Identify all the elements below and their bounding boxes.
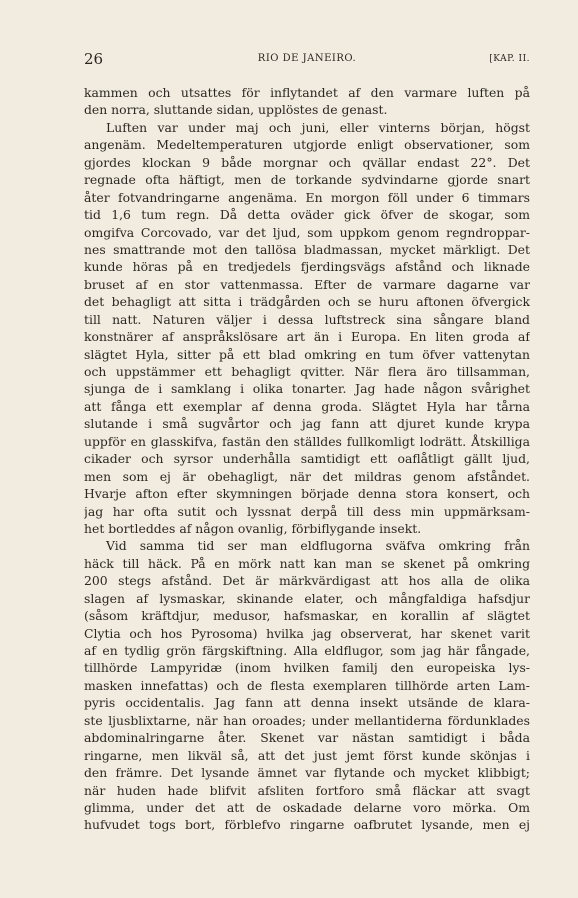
page-number: 26: [84, 50, 104, 68]
text-line: tid 1,6 tum regn. Då detta oväder gick öfver de skogar, som: [84, 207, 530, 223]
text-line: Clytia och hos Pyrosoma) hvilka jag observerat, har skenet varit: [84, 625, 530, 641]
text-line: regnade ofta häftigt, men de torkande sydvindarne gjorde snart: [84, 172, 530, 188]
text-line: tillhörde Lampyridæ (inom hvilken familj den europeiska lys-: [84, 660, 530, 676]
text-line: det behagligt att sitta i trädgården och se huru aftonen öfvergick: [84, 294, 530, 310]
text-line: glimma, under det att de oskadade delarne voro mörka. Om: [84, 799, 530, 815]
text-line: ringarne, men likväl så, att det just jemt först kunde skönjas i: [84, 747, 530, 763]
text-line: åter fotvandringarne angenäma. En morgon föll under 6 timmars: [84, 189, 530, 205]
text-line: omgifva Corcovado, var det ljud, som uppkom genom regndroppar-: [84, 224, 530, 240]
text-line: bruset af en stor vattenmassa. Efter de varmare dagarne var: [84, 276, 530, 292]
text-line: 200 stegs afstånd. Det är märkvärdigast att hos alla de olika: [84, 573, 530, 589]
text-line: het bortleddes af någon ovanlig, förbiflygande insekt.: [84, 520, 422, 536]
chapter-reference: [KAP. II.: [489, 54, 530, 64]
text-line: ste ljusblixtarne, när han oroades; under mellantiderna fördunklades: [84, 712, 530, 728]
running-head: [84, 50, 530, 70]
text-line: att fånga ett exemplar af denna groda. Slägtet Hyla har tårna: [84, 398, 530, 414]
text-line: den främre. Det lysande ämnet var flytande och mycket klibbigt;: [84, 765, 530, 781]
text-line: gjordes klockan 9 både morgnar och qvällar endast 22°. Det: [84, 154, 530, 170]
text-line: när huden hade blifvit afsliten fortforo små fläckar att svagt: [84, 782, 530, 798]
text-line: Vid samma tid ser man eldflugorna sväfva omkring från: [106, 538, 530, 554]
text-line: masken innefattas) och de flesta exemplaren tillhörde arten Lam-: [84, 677, 530, 693]
text-line: pyris occidentalis. Jag fann att denna insekt utsände de klara-: [84, 695, 530, 711]
text-line: men som ej är obehagligt, när det mildras genom afståndet.: [84, 468, 530, 484]
body-text: [84, 84, 530, 834]
text-line: slagen af lysmaskar, skinande elater, och mångfaldiga hafsdjur: [84, 590, 530, 606]
text-line: sjunga de i samklang i olika tonarter. Jag hade någon svårighet: [84, 381, 530, 397]
running-title: RIO DE JANEIRO.: [257, 53, 357, 64]
text-line: hufvudet togs bort, förblefvo ringarne oafbrutet lysande, men ej: [84, 817, 530, 833]
text-line: slägtet Hyla, sitter på ett blad omkring en tum öfver vattenytan: [84, 346, 530, 362]
text-line: cikader och syrsor underhålla samtidigt ett oaflåtligt gällt ljud,: [84, 451, 530, 467]
text-line: och uppstämmer ett behagligt qvitter. När flera äro tillsamman,: [84, 364, 530, 379]
text-line: angenäm. Medeltemperaturen utgjorde enligt observationer, som: [84, 137, 530, 153]
text-line: (såsom kräftdjur, medusor, hafsmaskar, en korallin af slägtet: [84, 608, 530, 624]
text-line: abdominalringarne åter. Skenet var nästan samtidigt i båda: [84, 730, 530, 746]
text-line: nes smattrande mot den tallösa bladmassan, mycket märkligt. Det: [84, 241, 530, 257]
text-line: den norra, sluttande sidan, upplöstes de genast.: [84, 102, 388, 118]
text-line: af en tydlig grön färgskiftning. Alla eldflugor, som jag här fångade,: [84, 643, 530, 658]
text-line: konstnärer af anspråkslösare art än i Europa. En liten groda af: [84, 329, 530, 345]
text-line: Luften var under maj och juni, eller vinterns början, högst: [106, 119, 530, 135]
text-line: uppför en glasskifva, fastän den ställdes fullkomligt lodrätt. Åtskilliga: [84, 433, 530, 449]
text-line: till natt. Naturen väljer i dessa luftstreck sina sångare bland: [84, 311, 530, 327]
text-line: slutande i små sugvårtor och jag fann att djuret kunde krypa: [84, 416, 530, 432]
text-line: Hvarje afton efter skymningen började denna stora konsert, och: [84, 486, 530, 502]
text-line: häck till häck. På en mörk natt kan man se skenet på omkring: [84, 555, 530, 571]
text-line: kunde höras på en tredjedels fjerdingsvägs afstånd och liknade: [84, 259, 530, 275]
text-line: kammen och utsattes för inflytandet af den varmare luften på: [84, 85, 530, 100]
text-line: jag har ofta sutit och lyssnat derpå till dess min uppmärksam-: [84, 503, 530, 519]
